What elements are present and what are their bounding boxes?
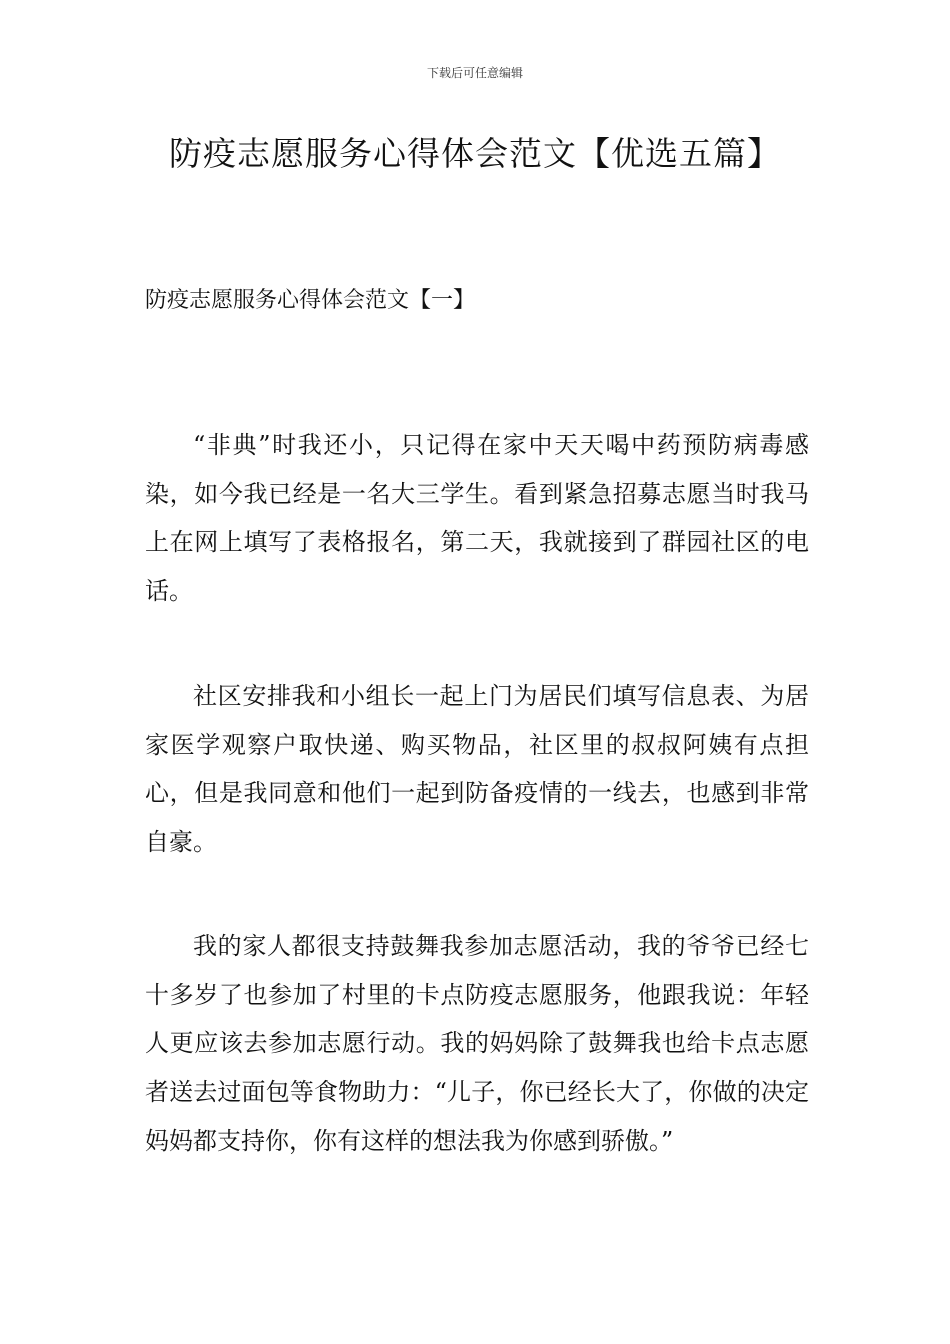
paragraph-1: “非典”时我还小，只记得在家中天天喝中药预防病毒感染，如今我已经是一名大三学生。看到紧急招募志愿当时我马上在网上填写了表格报名，第二天，我就接到了群园社区的电话。 <box>145 431 809 606</box>
paragraph-2: 社区安排我和小组长一起上门为居民们填写信息表、为居家医学观察户取快递、购买物品，社区里的叔叔阿姨有点担心，但是我同意和他们一起到防备疫情的一线去，也感到非常自豪。 <box>145 682 809 857</box>
header-note: 下载后可任意编辑 <box>426 66 523 80</box>
paragraph-3: 我的家人都很支持鼓舞我参加志愿活动，我的爷爷已经七十多岁了也参加了村里的卡点防疫志愿服务，他跟我说：年轻人更应该去参加志愿行动。我的妈妈除了鼓舞我也给卡点志愿者送去过面包等食物助力：“儿子，你已经长大了，你做的决定妈妈都支持你，你有这样的想法我为你感到骄傲。” <box>145 932 809 1155</box>
section-heading: 防疫志愿服务心得体会范文【一】 <box>145 288 476 313</box>
document-title: 防疫志愿服务心得体会范文【优选五篇】 <box>169 134 781 173</box>
